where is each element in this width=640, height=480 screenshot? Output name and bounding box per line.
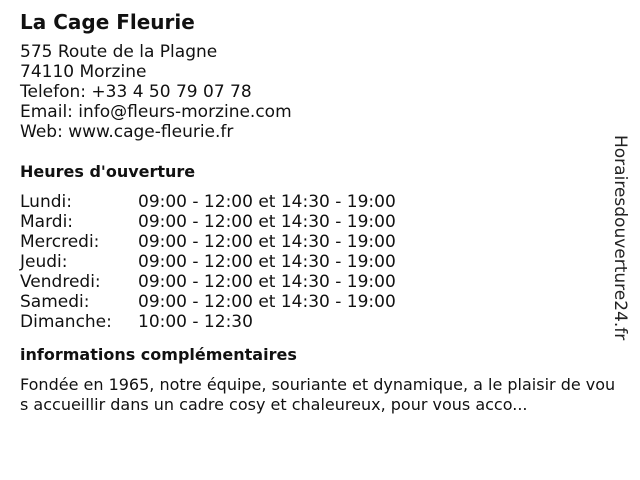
hours-time: 09:00 - 12:00 et 14:30 - 19:00 xyxy=(138,252,396,272)
hours-row-samedi xyxy=(20,292,620,312)
info-description: Fondée en 1965, notre équipe, souriante et dynamique, a le plaisir de vous accueillir dans un cadre cosy et chaleureux, pour vous acco... xyxy=(20,375,616,414)
hours-day: Samedi: xyxy=(20,292,90,312)
hours-time: 10:00 - 12:30 xyxy=(138,312,253,332)
hours-day: Lundi: xyxy=(20,192,72,212)
business-name: La Cage Fleurie xyxy=(20,10,195,34)
hours-table xyxy=(20,192,620,332)
hours-time: 09:00 - 12:00 et 14:30 - 19:00 xyxy=(138,192,396,212)
email-line: Email: info@fleurs-morzine.com xyxy=(20,102,292,122)
address-street: 575 Route de la Plagne xyxy=(20,42,218,62)
hours-day: Jeudi: xyxy=(20,252,68,272)
hours-row-mercredi xyxy=(20,232,620,252)
hours-day: Mercredi: xyxy=(20,232,100,252)
site-watermark: Horairesdouverture24.fr xyxy=(610,135,630,341)
address-city: 74110 Morzine xyxy=(20,62,147,82)
hours-row-jeudi xyxy=(20,252,620,272)
phone-line: Telefon: +33 4 50 79 07 78 xyxy=(20,82,252,102)
hours-row-mardi xyxy=(20,212,620,232)
hours-heading: Heures d'ouverture xyxy=(20,162,196,181)
hours-row-lundi xyxy=(20,192,620,212)
hours-time: 09:00 - 12:00 et 14:30 - 19:00 xyxy=(138,232,396,252)
business-card xyxy=(20,10,620,415)
hours-time: 09:00 - 12:00 et 14:30 - 19:00 xyxy=(138,212,396,232)
info-heading: informations complémentaires xyxy=(20,345,297,364)
contact-block xyxy=(20,42,620,142)
hours-day: Vendredi: xyxy=(20,272,101,292)
hours-time: 09:00 - 12:00 et 14:30 - 19:00 xyxy=(138,292,396,312)
hours-row-dimanche xyxy=(20,312,620,332)
hours-day: Mardi: xyxy=(20,212,74,232)
hours-day: Dimanche: xyxy=(20,312,112,332)
hours-time: 09:00 - 12:00 et 14:30 - 19:00 xyxy=(138,272,396,292)
web-line: Web: www.cage-fleurie.fr xyxy=(20,122,234,142)
hours-row-vendredi xyxy=(20,272,620,292)
